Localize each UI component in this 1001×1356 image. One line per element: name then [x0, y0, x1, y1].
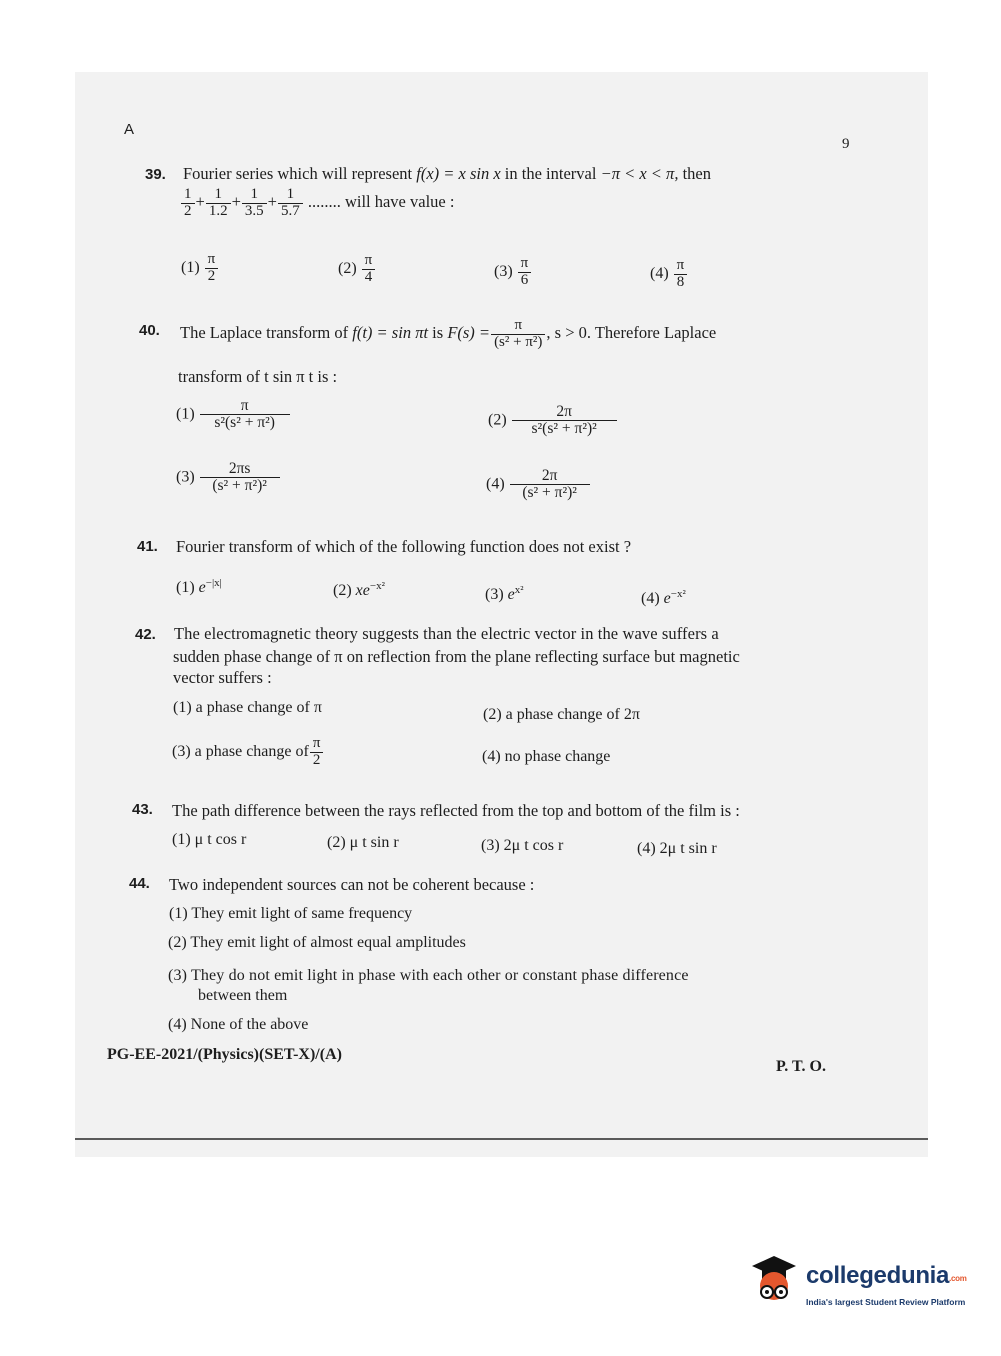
q42-option-4: (4) no phase change [482, 748, 611, 765]
q43-option-3: (3) 2μ t cos r [481, 837, 564, 854]
question-number-41: 41. [137, 538, 158, 555]
pto-label: P. T. O. [776, 1058, 826, 1075]
question-44-text: Two independent sources can not be coherent because : [169, 875, 535, 894]
q41-option-1: (1) $e^{-|x|}$ [176, 577, 222, 596]
q44-option-4: (4) None of the above [168, 1016, 309, 1033]
q44-option-1: (1) They emit light of same frequency [169, 905, 413, 922]
plus-sign: + [231, 192, 241, 212]
question-number-43: 43. [132, 801, 153, 818]
q40-condition: , s > 0. Therefore Laplace [546, 323, 717, 343]
collegedunia-tagline: India's largest Student Review Platform [806, 1297, 966, 1307]
q39-series-tail: ........ will have value : [307, 192, 455, 212]
question-40-line1 [180, 318, 716, 351]
q43-option-1: (1) μ t cos r [172, 831, 247, 848]
question-42-line1: The electromagnetic theory suggests than the electric vector in the wave suffers a [174, 624, 719, 643]
question-number-39: 39. [145, 166, 166, 183]
q42-option-1: (1) a phase change of π [173, 699, 322, 716]
series-term-2: $\frac{1}{1.2}$ [206, 187, 231, 220]
question-43-text: The path difference between the rays reflected from the top and bottom of the film is : [172, 801, 740, 820]
set-letter: A [124, 121, 135, 138]
q43-option-2: (2) μ t sin r [327, 834, 399, 851]
question-39-series [180, 187, 454, 220]
collegedunia-logo-icon [748, 1252, 800, 1308]
scan-edge-line [75, 1138, 928, 1140]
q42-option-2: (2) a phase change of 2π [483, 706, 640, 723]
q39-interval: −π < x < π, [600, 164, 679, 183]
q41-option-3: (3) $e^{x^2}$ [485, 584, 524, 603]
q40-option-2: (2) $\frac{2\pi}{\text{s²(s² + π²)²}}$ [488, 404, 618, 438]
q41-option-4: (4) $e^{-x^2}$ [641, 588, 686, 607]
exam-code: PG-EE-2021/(Physics)(SET-X)/(A) [107, 1046, 342, 1063]
q39-function: f(x) = x sin x [416, 164, 501, 183]
q39-text-c: then [682, 164, 711, 183]
q41-option-2: (2) $xe^{-x^2}$ [333, 580, 385, 599]
series-term-4: $\frac{1}{5.7}$ [278, 187, 303, 220]
q39-option-2: (2) $\frac{\pi}{4}$ [338, 253, 376, 286]
q39-option-3: (3) $\frac{\pi}{6}$ [494, 256, 532, 289]
question-40-line2: transform of t sin π t is : [178, 367, 338, 386]
q40-option-4: (4) $\frac{2\pi}{\text{(s² + π²)²}}$ [486, 468, 591, 502]
question-39-line1 [183, 164, 711, 184]
q39-option-1: (1) $\frac{\pi}{2}$ [181, 252, 219, 285]
q40-Fs-fraction: $\frac{\pi}{\text{(s² + π²)}}$ [491, 318, 545, 351]
q44-option-3: (3) They do not emit light in phase with each other or constant phase difference [168, 967, 689, 984]
question-number-40: 40. [139, 322, 160, 339]
question-42-line2: sudden phase change of π on reflection from the plane reflecting surface but magnetic [173, 647, 740, 666]
q40-option-1: (1) $\frac{\pi}{\text{s²(s² + π²)}}$ [176, 398, 291, 432]
q40-option-3: (3) $\frac{2\pi s}{\text{(s² + π²)²}}$ [176, 461, 281, 495]
collegedunia-logo-text: collegedunia.com [806, 1262, 967, 1289]
q40-text-a: The Laplace transform of [180, 323, 349, 343]
collegedunia-com: .com [949, 1274, 967, 1283]
q39-text-b: in the interval [504, 164, 597, 183]
q43-option-4: (4) 2μ t sin r [637, 840, 717, 857]
series-term-3: $\frac{1}{3.5}$ [242, 187, 267, 220]
series-term-1: $\frac{1}{2}$ [181, 187, 195, 220]
question-41-text: Fourier transform of which of the following function does not exist ? [176, 537, 632, 556]
plus-sign: + [195, 192, 205, 212]
q40-function: f(t) = sin πt [352, 323, 429, 343]
question-number-44: 44. [129, 875, 150, 892]
q44-option-3-continued: between them [198, 987, 288, 1004]
q39-option-4: (4) $\frac{\pi}{8}$ [650, 258, 688, 291]
q42-option-3: (3) a phase change of $\frac{\pi}{2}$ [172, 736, 324, 769]
question-42-line3: vector suffers : [173, 668, 272, 687]
q40-Fs: F(s) = [447, 323, 491, 343]
q40-text-b: is [432, 323, 444, 343]
question-number-42: 42. [135, 626, 156, 643]
q39-text-a: Fourier series which will represent [183, 164, 413, 183]
q44-option-2: (2) They emit light of almost equal amplitudes [168, 934, 466, 951]
plus-sign: + [267, 192, 277, 212]
page-number: 9 [842, 136, 850, 152]
